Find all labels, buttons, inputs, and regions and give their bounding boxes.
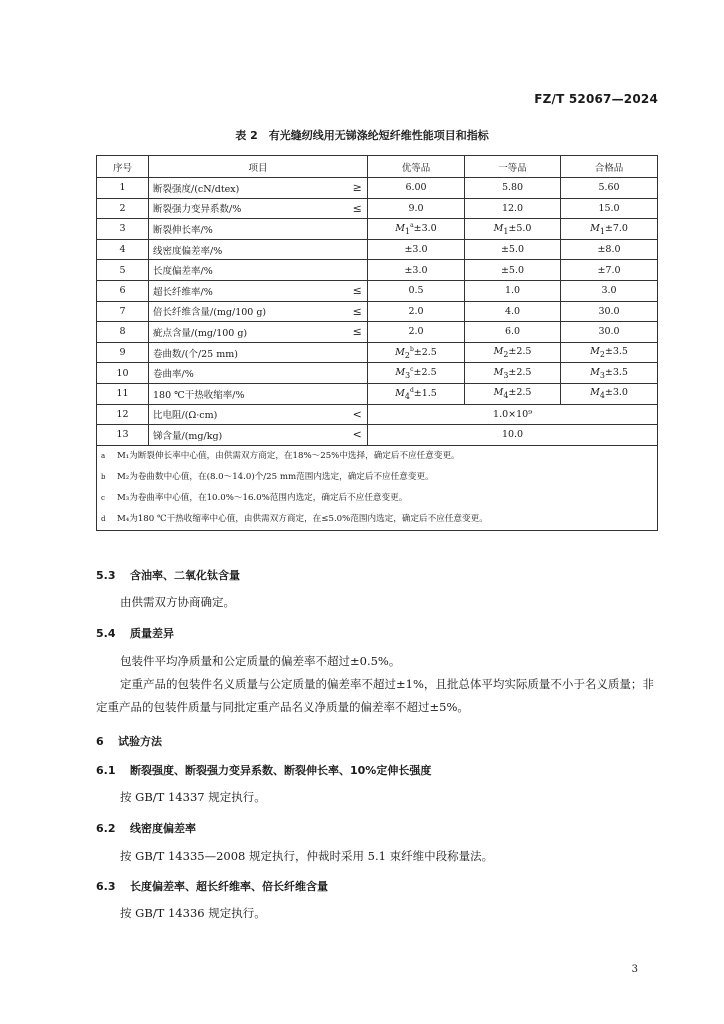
row-value-first: 1.0 bbox=[465, 280, 561, 301]
row-value-first: ±5.0 bbox=[465, 260, 561, 281]
row-value-qualified: 15.0 bbox=[561, 198, 658, 219]
row-no: 10 bbox=[97, 363, 149, 384]
row-no: 1 bbox=[97, 178, 149, 199]
row-item: 长度偏差率/% bbox=[149, 260, 348, 281]
table-row bbox=[97, 198, 658, 219]
col-header-grade-superior: 优等品 bbox=[368, 156, 465, 178]
standard-code: FZ/T 52067—2024 bbox=[534, 92, 658, 106]
section-5-4-body-2: 定重产品的包装件名义质量与公定质量的偏差率不超过±1%，且批总体平均实际质量不小于名义质量；非定重产品的包装件质量与同批定重产品名义净质量的偏差率不超过±5%。 bbox=[96, 677, 654, 714]
row-value-first: 6.0 bbox=[465, 322, 561, 343]
table-notes bbox=[97, 445, 658, 530]
row-no: 8 bbox=[97, 322, 149, 343]
row-value-qualified: $M_1\pm 7.0$ bbox=[561, 219, 658, 240]
row-value-superior: $M_4^d\pm 1.5$ bbox=[368, 383, 465, 404]
row-item: 比电阻/(Ω·cm) bbox=[149, 404, 348, 425]
row-comparator: < bbox=[348, 404, 368, 425]
row-value-superior: 6.00 bbox=[368, 178, 465, 199]
row-value-merged: 1.0×10⁹ bbox=[368, 404, 658, 425]
row-no: 7 bbox=[97, 301, 149, 322]
table-notes-row bbox=[97, 445, 658, 530]
row-value-first: $M_2\pm 2.5$ bbox=[465, 342, 561, 363]
row-item: 锑含量/(mg/kg) bbox=[149, 425, 348, 446]
section-5-3-heading: 5.3 含油率、二氧化钛含量 bbox=[96, 569, 240, 582]
section-6-3-heading: 6.3 长度偏差率、超长纤维率、倍长纤维含量 bbox=[96, 880, 328, 893]
row-value-first: 5.80 bbox=[465, 178, 561, 199]
row-comparator bbox=[348, 363, 368, 384]
row-value-merged: 10.0 bbox=[368, 425, 658, 446]
table-row bbox=[97, 383, 658, 404]
row-no: 4 bbox=[97, 239, 149, 260]
table-row bbox=[97, 322, 658, 343]
row-no: 11 bbox=[97, 383, 149, 404]
row-comparator: ≤ bbox=[348, 301, 368, 322]
table-row bbox=[97, 260, 658, 281]
spec-table bbox=[96, 155, 658, 531]
row-item: 断裂伸长率/% bbox=[149, 219, 348, 240]
table-row bbox=[97, 301, 658, 322]
table-title: 表 2 有光缝纫线用无锑涤纶短纤维性能项目和指标 bbox=[235, 129, 489, 142]
table-row bbox=[97, 404, 658, 425]
row-value-superior: 2.0 bbox=[368, 322, 465, 343]
section-6-3-body: 按 GB/T 14336 规定执行。 bbox=[120, 906, 266, 920]
row-value-qualified: $M_2\pm 3.5$ bbox=[561, 342, 658, 363]
table-row bbox=[97, 342, 658, 363]
row-item: 断裂强力变异系数/% bbox=[149, 198, 348, 219]
section-6-1-heading: 6.1 断裂强度、断裂强力变异系数、断裂伸长率、10%定伸长强度 bbox=[96, 764, 432, 777]
row-item: 卷曲率/% bbox=[149, 363, 348, 384]
row-item: 倍长纤维含量/(mg/100 g) bbox=[149, 301, 348, 322]
row-value-superior: $M_2^b\pm 2.5$ bbox=[368, 342, 465, 363]
row-value-superior: ±3.0 bbox=[368, 260, 465, 281]
section-5-4-heading: 5.4 质量差异 bbox=[96, 627, 174, 640]
row-value-first: $M_4\pm 2.5$ bbox=[465, 383, 561, 404]
row-item: 疵点含量/(mg/100 g) bbox=[149, 322, 348, 343]
row-value-first: $M_1\pm 5.0$ bbox=[465, 219, 561, 240]
table-body bbox=[97, 178, 658, 531]
row-value-qualified: $M_3\pm 3.5$ bbox=[561, 363, 658, 384]
row-no: 9 bbox=[97, 342, 149, 363]
table-note: d M₄为180 ℃干热收缩率中心值，由供需双方商定，在≤5.0%范围内选定，确定后不应任意变更。 bbox=[101, 513, 488, 524]
table-row bbox=[97, 280, 658, 301]
row-value-superior: 2.0 bbox=[368, 301, 465, 322]
row-no: 2 bbox=[97, 198, 149, 219]
table-row bbox=[97, 425, 658, 446]
row-comparator: ≤ bbox=[348, 322, 368, 343]
row-no: 12 bbox=[97, 404, 149, 425]
row-value-qualified: ±7.0 bbox=[561, 260, 658, 281]
section-6-heading: 6 试验方法 bbox=[96, 735, 162, 748]
row-value-qualified: 30.0 bbox=[561, 322, 658, 343]
page-number: 3 bbox=[631, 964, 638, 975]
row-item: 断裂强度/(cN/dtex) bbox=[149, 178, 348, 199]
row-value-qualified: 5.60 bbox=[561, 178, 658, 199]
row-comparator: ≥ bbox=[348, 178, 368, 199]
col-header-grade-qualified: 合格品 bbox=[561, 156, 658, 178]
table-note: b M₂为卷曲数中心值，在(8.0～14.0)个/25 mm范围内选定，确定后不应任意变更。 bbox=[101, 471, 434, 482]
row-comparator bbox=[348, 342, 368, 363]
row-value-superior: 0.5 bbox=[368, 280, 465, 301]
table-header-row bbox=[97, 156, 658, 178]
col-header-no: 序号 bbox=[97, 156, 149, 178]
row-value-superior: $M_1^a\pm 3.0$ bbox=[368, 219, 465, 240]
col-header-item: 项目 bbox=[149, 156, 368, 178]
section-6-2-body: 按 GB/T 14335—2008 规定执行，仲裁时采用 5.1 束纤维中段称量法。 bbox=[120, 849, 494, 863]
row-value-qualified: $M_4\pm 3.0$ bbox=[561, 383, 658, 404]
row-comparator: ≤ bbox=[348, 280, 368, 301]
table-note: a M₁为断裂伸长率中心值，由供需双方商定，在18%～25%中选择，确定后不应任意变更。 bbox=[101, 450, 460, 461]
row-no: 6 bbox=[97, 280, 149, 301]
table-row bbox=[97, 219, 658, 240]
row-item: 卷曲数/(个/25 mm) bbox=[149, 342, 348, 363]
row-no: 5 bbox=[97, 260, 149, 281]
row-item: 180 ℃干热收缩率/% bbox=[149, 383, 348, 404]
row-comparator bbox=[348, 260, 368, 281]
row-item: 线密度偏差率/% bbox=[149, 239, 348, 260]
section-6-2-heading: 6.2 线密度偏差率 bbox=[96, 822, 196, 835]
section-5-3-body: 由供需双方协商确定。 bbox=[120, 595, 235, 609]
table-note: c M₃为卷曲率中心值，在10.0%～16.0%范围内选定，确定后不应任意变更。 bbox=[101, 492, 408, 503]
row-value-first: $M_3\pm 2.5$ bbox=[465, 363, 561, 384]
row-value-qualified: 30.0 bbox=[561, 301, 658, 322]
row-value-superior: 9.0 bbox=[368, 198, 465, 219]
row-value-superior: $M_3^c\pm 2.5$ bbox=[368, 363, 465, 384]
row-value-qualified: 3.0 bbox=[561, 280, 658, 301]
section-6-1-body: 按 GB/T 14337 规定执行。 bbox=[120, 790, 266, 804]
col-header-grade-first: 一等品 bbox=[465, 156, 561, 178]
section-5-4-body-1: 包装件平均净质量和公定质量的偏差率不超过±0.5%。 bbox=[120, 654, 401, 668]
table-row bbox=[97, 178, 658, 199]
row-comparator: < bbox=[348, 425, 368, 446]
row-value-superior: ±3.0 bbox=[368, 239, 465, 260]
row-comparator bbox=[348, 219, 368, 240]
row-value-first: ±5.0 bbox=[465, 239, 561, 260]
table-row bbox=[97, 363, 658, 384]
row-comparator: ≤ bbox=[348, 198, 368, 219]
table-row bbox=[97, 239, 658, 260]
row-item: 超长纤维率/% bbox=[149, 280, 348, 301]
row-value-qualified: ±8.0 bbox=[561, 239, 658, 260]
row-value-first: 4.0 bbox=[465, 301, 561, 322]
row-no: 3 bbox=[97, 219, 149, 240]
row-value-first: 12.0 bbox=[465, 198, 561, 219]
row-no: 13 bbox=[97, 425, 149, 446]
row-comparator bbox=[348, 239, 368, 260]
row-comparator bbox=[348, 383, 368, 404]
